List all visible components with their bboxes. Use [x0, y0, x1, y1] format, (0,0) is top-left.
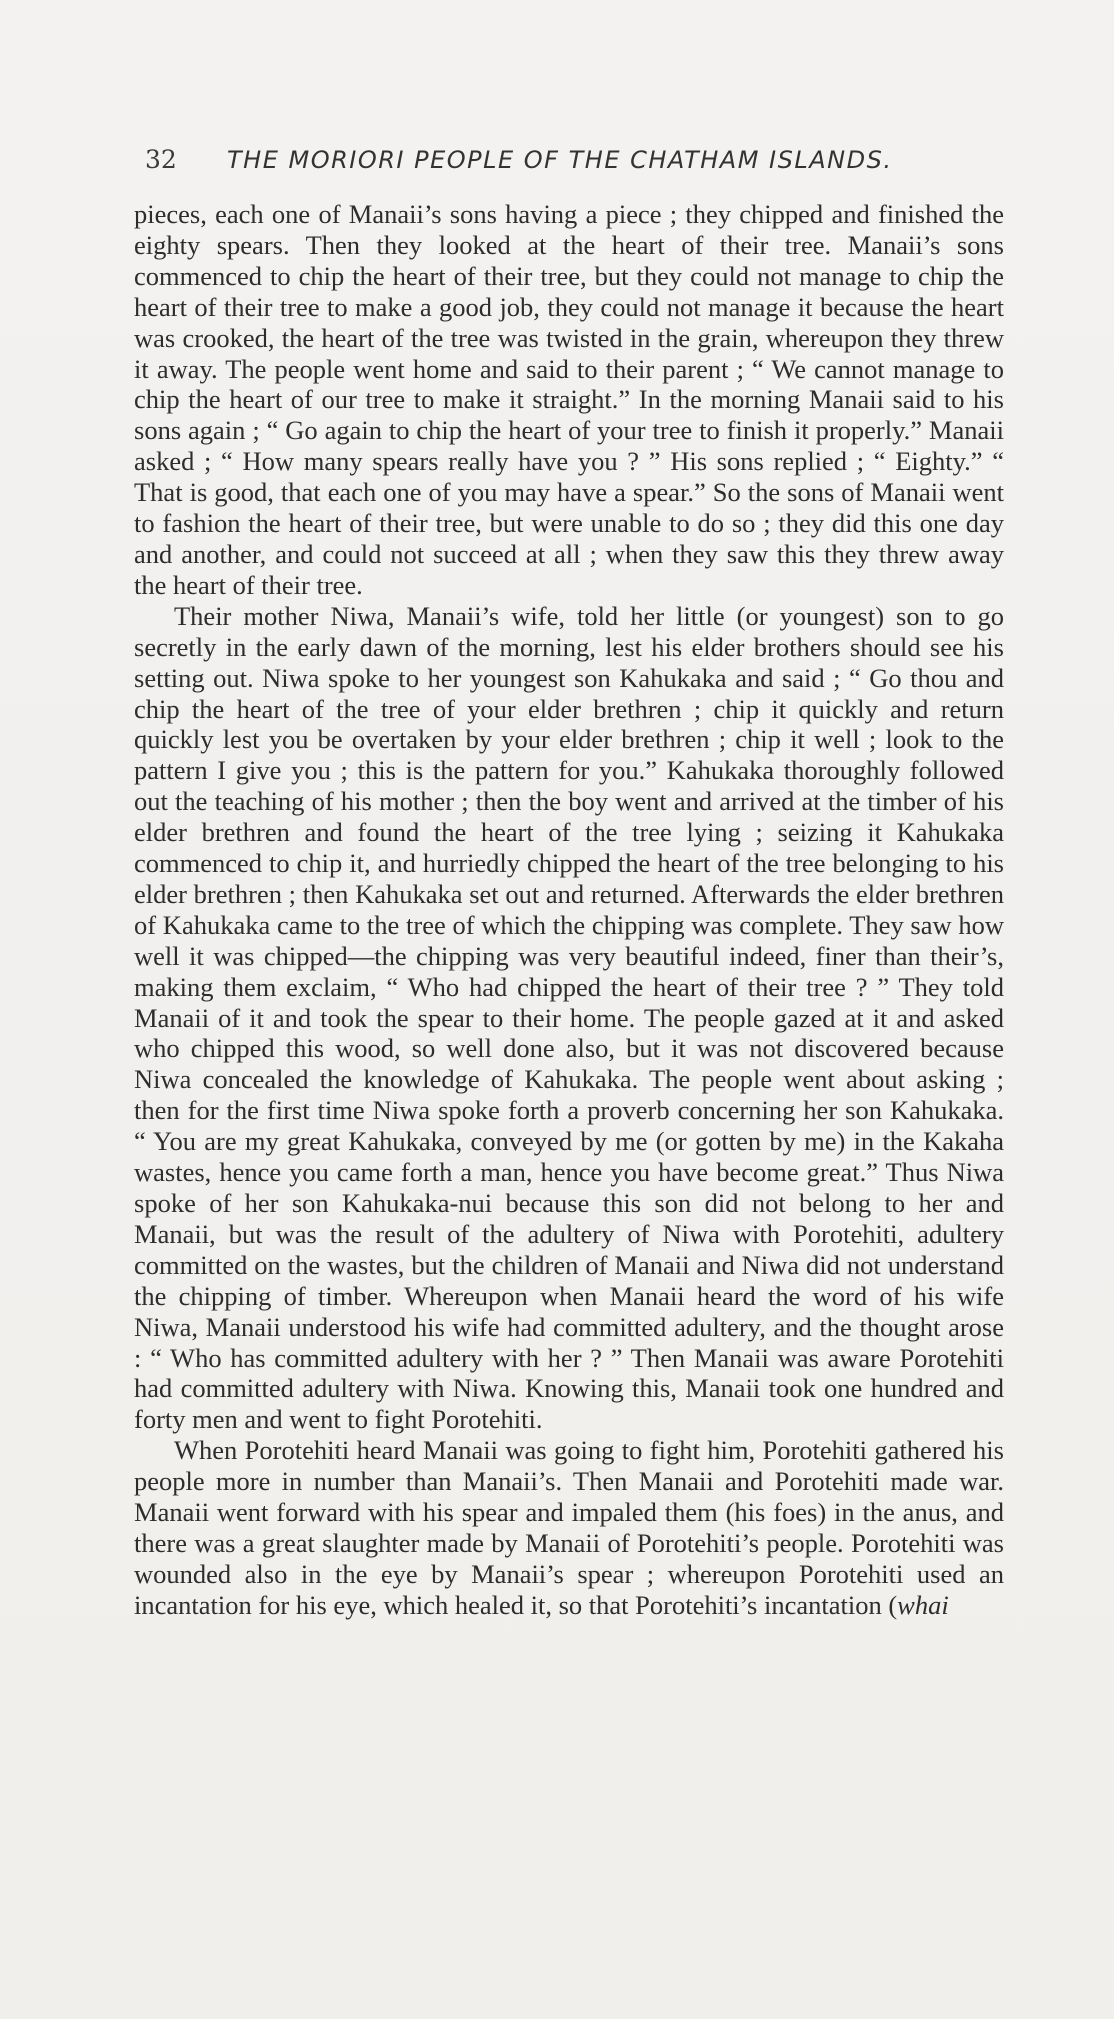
- paragraph-2: Their mother Niwa, Manaii’s wife, told her little (or youngest) son to go secretly in the early dawn of the morning, lest his elder brothers should see his setting out. Niwa spoke to her youngest son Kahukaka and said ; “ Go thou and chip the heart of the tree of your elder brethren ; chip it quickly and return quickly lest you be overtaken by your elder brethren ; chip it well ; look to the pattern I give you ; this is the pattern for you.” Kahukaka thoroughly followed out the teaching of his mother ; then the boy went and arrived at the timber of his elder brethren and found the heart of the tree lying ; seizing it Kahukaka commenced to chip it, and hurriedly chipped the heart of the tree belonging to his elder brethren ; then Kahukaka set out and returned. Afterwards the elder brethren of Kahukaka came to the tree of which the chipping was complete. They saw how well it was chipped—the chipping was very beautiful indeed, finer than their’s, making them exclaim, “ Who had chipped the heart of their tree ? ” They told Manaii of it and took the spear to their home. The people gazed at it and asked who chipped this wood, so well done also, but it was not discovered because Niwa concealed the knowledge of Kahukaka. The people went about asking ; then for the first time Niwa spoke forth a proverb concerning her son Kahukaka. “ You are my great Kahukaka, conveyed by me (or gotten by me) in the Kakaha wastes, hence you came forth a man, hence you have become great.” Thus Niwa spoke of her son Kahukaka-nui because this son did not belong to her and Manaii, but was the result of the adultery of Niwa with Porotehiti, adultery committed on the wastes, but the children of Manaii and Niwa did not understand the chipping of timber. Whereupon when Manaii heard the word of his wife Niwa, Manaii understood his wife had committed adultery, and the thought arose : “ Who has committed adultery with her ? ” Then Manaii was aware Porotehiti had committed adultery with Niwa. Knowing this, Manaii took one hundred and forty men and went to fight Porotehiti.: [134, 600, 1004, 1435]
- running-title: THE MORIORI PEOPLE OF THE CHATHAM ISLANDS.: [227, 146, 893, 174]
- paragraph-3-italic-word: whai: [897, 1589, 949, 1620]
- paragraph-3: [134, 1435, 1004, 1620]
- page-number: 32: [145, 145, 177, 174]
- running-head: [145, 140, 965, 180]
- text-column: [134, 199, 1004, 1621]
- paragraph-3-text: When Porotehiti heard Manaii was going to fight him, Porotehiti gathered his people more in number than Manaii’s. Then Manaii and Porotehiti made war. Manaii went forward with his spear and impaled them (his foes) in the anus, and there was a great slaughter made by Manaii of Porotehiti’s people. Porotehiti was wounded also in the eye by Manaii’s spear ; whereupon Porotehiti used an incantation for his eye, which healed it, so that Porotehiti’s incantation (: [134, 1435, 1004, 1620]
- paragraph-1: pieces, each one of Manaii’s sons having a piece ; they chipped and finished the eighty spears. Then they looked at the heart of their tree. Manaii’s sons commenced to chip the heart of their tree, but they could not manage to chip the heart of their tree to make a good job, they could not manage it because the heart was crooked, the heart of the tree was twisted in the grain, whereupon they threw it away. The people went home and said to their parent ; “ We cannot manage to chip the heart of our tree to make it straight.” In the morning Manaii said to his sons again ; “ Go again to chip the heart of your tree to finish it properly.” Manaii asked ; “ How many spears really have you ? ” His sons replied ; “ Eighty.” “ That is good, that each one of you may have a spear.” So the sons of Manaii went to fashion the heart of their tree, but were unable to do so ; they did this one day and another, and could not succeed at all ; when they saw this they threw away the heart of their tree.: [134, 199, 1004, 600]
